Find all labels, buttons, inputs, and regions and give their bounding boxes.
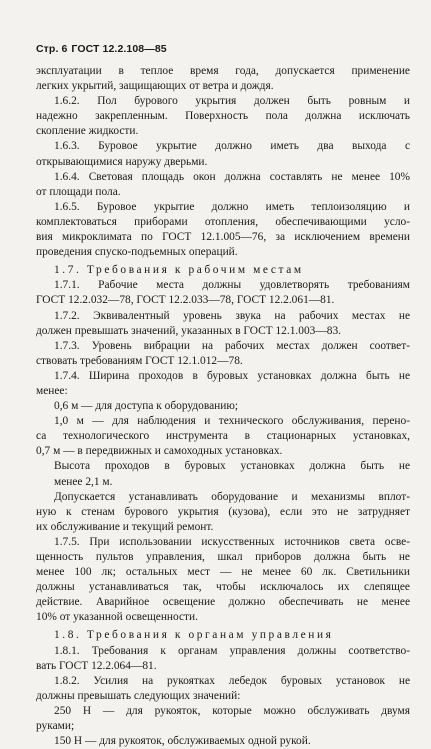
text-line: менее 2,1 м. — [54, 475, 113, 488]
text-line: их обслуживание и текущий ремонт. — [36, 520, 214, 533]
text-line: ствовать требованиям ГОСТ 12.1.012—78. — [36, 354, 243, 367]
text-line: должны превышать следующих значений: — [36, 689, 241, 702]
text-line: 1.7.5. При использовании искусственных источников света осве- — [54, 535, 410, 548]
text-line: вия микроклимата по ГОСТ 12.1.005—76, за исключением времени — [36, 231, 410, 244]
text-line: должны устанавливаться так, чтобы исключалось их слепящее — [36, 581, 410, 594]
text-line: 10% от указанной освещенности. — [36, 611, 198, 624]
text-line: Высота проходов в буровых установках должна быть не — [54, 460, 410, 473]
text-line: скопление жидкости. — [36, 125, 139, 138]
text-line: 1.7.2. Эквивалентный уровень звука на рабочих местах не — [54, 309, 410, 322]
document-body — [36, 64, 410, 749]
text-line: щенность пультов управления, шкал приборов должна быть не — [36, 551, 410, 563]
text-line: ную к стенам бурового укрытия (кузова), если это не затрудняет — [36, 505, 410, 518]
text-line: 250 Н — для рукояток, которые можно обслуживать двумя — [54, 704, 410, 717]
text-line: эксплуатации в теплое время года, допускается применение — [36, 65, 410, 77]
text-line: 1.7.3. Уровень вибрации на рабочих местах должен соответ- — [54, 339, 410, 352]
text-line: 0,6 м — для доступа к оборудованию; — [54, 400, 239, 413]
page-number-label: Стр. 6 — [36, 43, 68, 55]
text-line: 1.7.4. Ширина проходов в буровых установках должна быть не — [54, 369, 410, 382]
section-heading: 1.7. Требования к рабочим местам — [54, 264, 304, 277]
text-line: 1.6.5. Буровое укрытие должно иметь теплоизоляцию и — [54, 200, 410, 213]
text-line: 1.7.1. Рабочие места должны удовлетворять требованиям — [54, 279, 410, 292]
text-line: 0,7 м — в передвижных и самоходных установках. — [36, 445, 283, 458]
text-line: 1.6.3. Буровое укрытие должно иметь два выхода с — [54, 140, 410, 153]
text-line: Допускается устанавливать оборудование и механизмы вплот- — [54, 490, 410, 503]
text-line: 150 Н — для рукояток, обслуживаемых одной рукой. — [54, 735, 311, 748]
text-line: от площади пола. — [36, 185, 121, 198]
text-line: менее 100 лк; остальных мест — не менее 60 лк. Светильники — [36, 566, 410, 579]
text-line: действие. Аварийное освещение должно обеспечивать не менее — [36, 596, 410, 609]
text-line: комплектоваться приборами отопления, обеспечивающими усло- — [36, 215, 410, 228]
text-line: легких укрытий, защищающих от ветра и дождя. — [36, 80, 274, 93]
text-line: надежно закрепленным. Поверхность пола должна исключать — [36, 110, 410, 123]
text-line: 1.6.2. Пол бурового укрытия должен быть ровным и — [54, 95, 410, 108]
text-line: 1,0 м — для наблюдения и технического обслуживания, перено- — [54, 415, 410, 428]
text-line: должен превышать значений, указанных в ГОСТ 12.1.003—83. — [36, 324, 341, 337]
text-line: 1.6.4. Световая площадь окон должна составлять не менее 10% — [54, 170, 410, 183]
text-line: са технологического инструмента в стационарных установках, — [36, 430, 410, 443]
section-heading: 1.8. Требования к органам управления — [54, 629, 334, 642]
text-line: 1.8.2. Усилия на рукоятках лебедок буровых установок не — [54, 674, 410, 687]
text-line: руками; — [36, 720, 75, 733]
text-line: проведения спуско-подъемных операций. — [36, 246, 238, 259]
standard-designation: ГОСТ 12.2.108—85 — [71, 43, 167, 55]
text-line: ГОСТ 12.2.032—78, ГОСТ 12.2.033—78, ГОСТ 12.2.061—81. — [36, 294, 335, 307]
text-line: 1.8.1. Требования к органам управления должны соответство- — [54, 644, 410, 657]
text-line: менее: — [36, 384, 68, 397]
text-line: открывающимися наружу дверьми. — [36, 155, 208, 168]
page-header — [36, 43, 167, 55]
text-line: вать ГОСТ 12.2.064—81. — [36, 659, 157, 672]
